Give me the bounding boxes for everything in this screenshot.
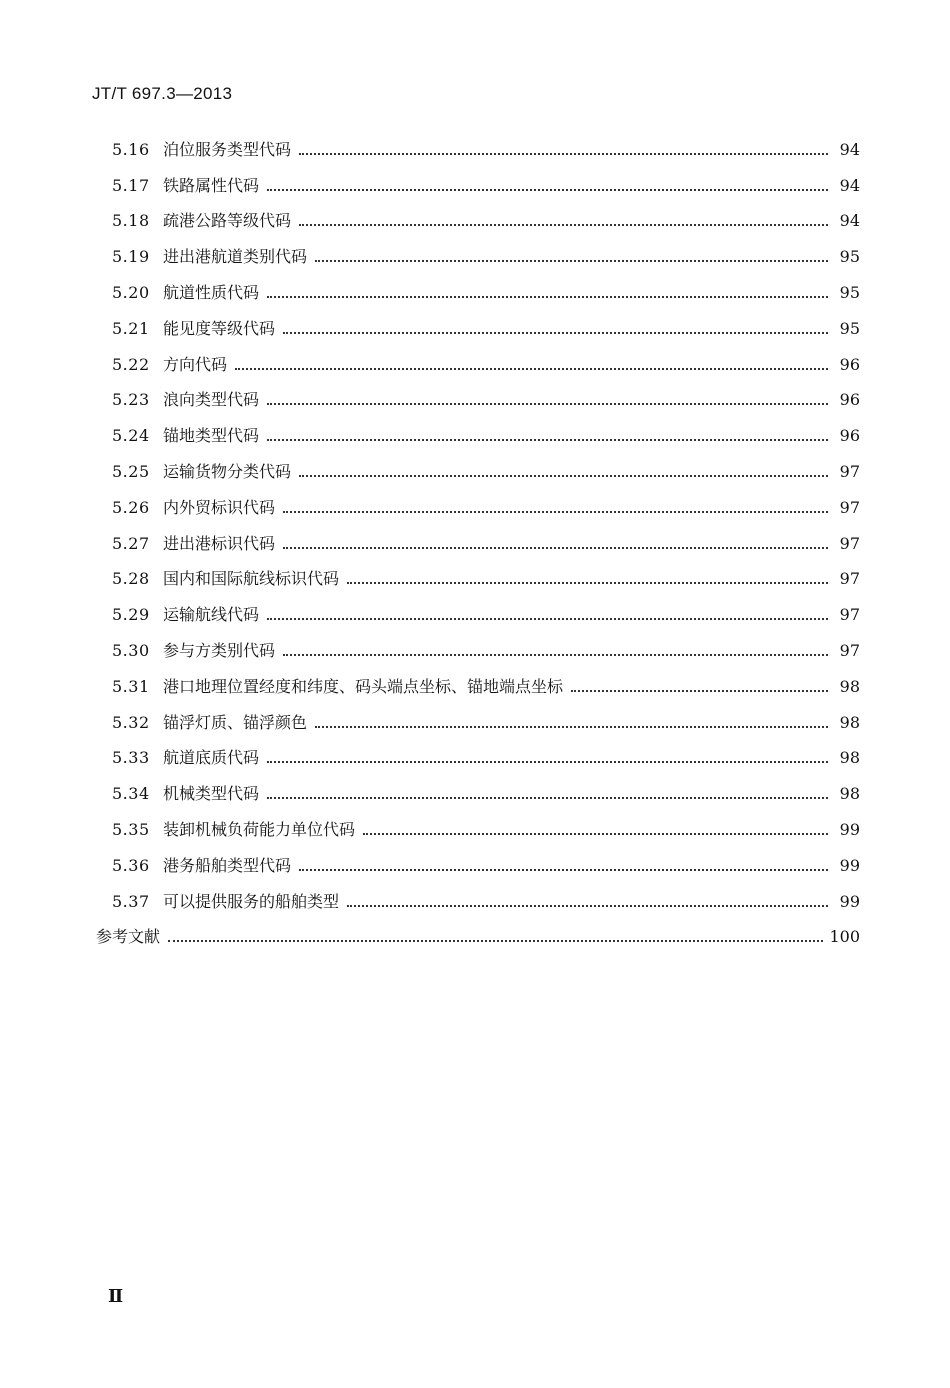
- toc-entry-number: 5.29: [112, 605, 150, 625]
- toc-entry-title: 锚地类型代码: [163, 426, 260, 446]
- toc-dot-leader: [299, 152, 828, 155]
- toc-dot-leader: [267, 760, 828, 763]
- toc-entry-page: 98: [839, 676, 860, 696]
- toc-entry-title: 港口地理位置经度和纬度、码头端点坐标、锚地端点坐标: [163, 676, 564, 696]
- toc-dot-leader: [283, 331, 828, 334]
- toc-entry[interactable]: [96, 589, 860, 625]
- toc-entry-page: 98: [839, 748, 860, 768]
- toc-dot-leader: [299, 868, 828, 871]
- toc-entry-number: 5.25: [112, 461, 150, 481]
- toc-entry-page: 100: [829, 927, 860, 947]
- toc-dot-leader: [347, 904, 828, 907]
- toc-entry[interactable]: [96, 124, 860, 160]
- toc-entry-title: 进出港航道类别代码: [163, 247, 308, 267]
- toc-entry-number: 5.22: [112, 354, 150, 374]
- toc-entry-number: 5.35: [112, 819, 150, 839]
- toc-entry[interactable]: [96, 339, 860, 375]
- toc-entry-page: 95: [839, 282, 860, 302]
- toc-entry-title: 铁路属性代码: [163, 175, 260, 195]
- toc-entry-title: 装卸机械负荷能力单位代码: [163, 819, 356, 839]
- table-of-contents: [96, 124, 860, 947]
- toc-entry-title: 航道底质代码: [163, 748, 260, 768]
- toc-entry-page: 99: [839, 819, 860, 839]
- toc-entry-number: 5.27: [112, 533, 150, 553]
- toc-entry-number: 5.36: [112, 855, 150, 875]
- toc-entry-page: 99: [839, 891, 860, 911]
- toc-dot-leader: [299, 223, 828, 226]
- toc-entry[interactable]: [96, 876, 860, 912]
- toc-entry-number: 5.30: [112, 640, 150, 660]
- toc-entry[interactable]: [96, 840, 860, 876]
- toc-dot-leader: [283, 546, 828, 549]
- toc-entry-page: 95: [839, 318, 860, 338]
- toc-entry[interactable]: [96, 410, 860, 446]
- toc-dot-leader: [168, 939, 823, 942]
- toc-entry-number: 5.33: [112, 748, 150, 768]
- toc-entry[interactable]: [96, 231, 860, 267]
- toc-entry-number: 5.17: [112, 175, 150, 195]
- toc-entry-number: 5.26: [112, 497, 150, 517]
- toc-entry-number: 5.34: [112, 784, 150, 804]
- toc-dot-leader: [267, 796, 828, 799]
- toc-entry-page: 96: [839, 390, 860, 410]
- toc-entry-title: 可以提供服务的船舶类型: [163, 891, 340, 911]
- toc-dot-leader: [267, 402, 828, 405]
- toc-dot-leader: [347, 581, 828, 584]
- toc-entry-title: 国内和国际航线标识代码: [163, 569, 340, 589]
- toc-entry[interactable]: [96, 804, 860, 840]
- toc-entry-number: 5.21: [112, 318, 150, 338]
- toc-dot-leader: [267, 295, 828, 298]
- toc-entry-title: 运输货物分类代码: [163, 461, 292, 481]
- toc-entry-page: 97: [839, 497, 860, 517]
- toc-entry-page: 97: [839, 640, 860, 660]
- toc-entry[interactable]: [96, 768, 860, 804]
- toc-dot-leader: [235, 367, 828, 370]
- toc-entry-number: 5.37: [112, 891, 150, 911]
- toc-entry-title: 浪向类型代码: [163, 390, 260, 410]
- toc-entry-title: 航道性质代码: [163, 282, 260, 302]
- toc-entry[interactable]: [96, 625, 860, 661]
- toc-entry-number: 5.18: [112, 211, 150, 231]
- toc-entry[interactable]: [96, 446, 860, 482]
- toc-entry-page: 98: [839, 784, 860, 804]
- toc-entry-title: 参与方类别代码: [163, 640, 276, 660]
- toc-entry-page: 98: [839, 712, 860, 732]
- toc-dot-leader: [299, 474, 828, 477]
- toc-dot-leader: [283, 510, 828, 513]
- toc-entry-page: 99: [839, 855, 860, 875]
- toc-entry[interactable]: [96, 267, 860, 303]
- toc-entry[interactable]: [96, 697, 860, 733]
- toc-entry-page: 97: [839, 533, 860, 553]
- toc-entry[interactable]: [96, 160, 860, 196]
- toc-entry[interactable]: [96, 661, 860, 697]
- toc-entry-title: 机械类型代码: [163, 784, 260, 804]
- toc-entry[interactable]: [96, 554, 860, 590]
- toc-entry-number: 5.32: [112, 712, 150, 732]
- toc-entry[interactable]: [96, 482, 860, 518]
- toc-entry-page: 97: [839, 605, 860, 625]
- toc-entry-number: 5.28: [112, 569, 150, 589]
- toc-entry-title: 港务船舶类型代码: [163, 855, 292, 875]
- toc-entry-page: 97: [839, 569, 860, 589]
- toc-entry[interactable]: [96, 733, 860, 769]
- toc-dot-leader: [363, 832, 828, 835]
- toc-entry-page: 95: [839, 247, 860, 267]
- toc-entry-references[interactable]: [96, 912, 860, 948]
- toc-entry-number: 5.24: [112, 426, 150, 446]
- toc-entry-title: 能见度等级代码: [163, 318, 276, 338]
- toc-entry-title: 参考文献: [96, 927, 161, 947]
- toc-entry-page: 94: [839, 211, 860, 231]
- toc-entry-page: 96: [839, 354, 860, 374]
- page-number: Ⅱ: [108, 1286, 124, 1307]
- toc-entry[interactable]: [96, 518, 860, 554]
- toc-entry-number: 5.31: [112, 676, 150, 696]
- toc-entry-title: 进出港标识代码: [163, 533, 276, 553]
- toc-entry-title: 泊位服务类型代码: [163, 139, 292, 159]
- toc-entry-number: 5.16: [112, 139, 150, 159]
- toc-dot-leader: [267, 188, 828, 191]
- toc-entry-title: 运输航线代码: [163, 605, 260, 625]
- toc-dot-leader: [267, 617, 828, 620]
- toc-entry-title: 锚浮灯质、锚浮颜色: [163, 712, 308, 732]
- toc-entry-page: 94: [839, 175, 860, 195]
- toc-entry-title: 方向代码: [163, 354, 228, 374]
- standard-code-header: JT/T 697.3—2013: [92, 84, 233, 103]
- toc-entry[interactable]: [96, 303, 860, 339]
- toc-entry-page: 96: [839, 426, 860, 446]
- toc-entry-number: 5.19: [112, 247, 150, 267]
- toc-entry[interactable]: [96, 375, 860, 411]
- toc-dot-leader: [571, 689, 828, 692]
- toc-entry[interactable]: [96, 196, 860, 232]
- toc-dot-leader: [315, 725, 828, 728]
- toc-dot-leader: [267, 438, 828, 441]
- toc-dot-leader: [315, 259, 828, 262]
- toc-entry-number: 5.20: [112, 282, 150, 302]
- toc-entry-title: 疏港公路等级代码: [163, 211, 292, 231]
- toc-dot-leader: [283, 653, 828, 656]
- toc-entry-page: 97: [839, 461, 860, 481]
- toc-entry-title: 内外贸标识代码: [163, 497, 276, 517]
- toc-entry-number: 5.23: [112, 390, 150, 410]
- toc-entry-page: 94: [839, 139, 860, 159]
